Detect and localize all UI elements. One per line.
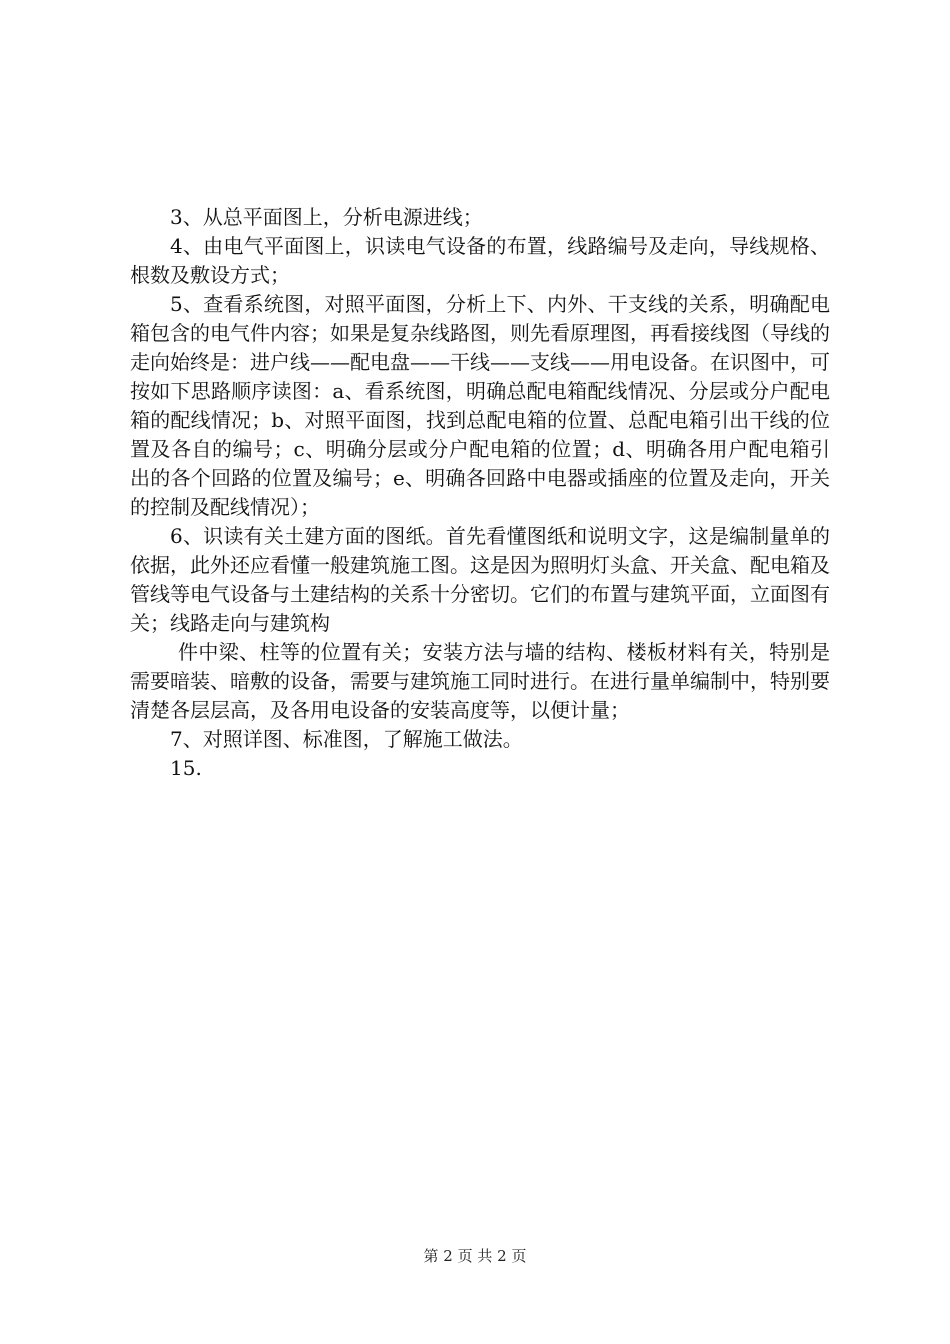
paragraph-6: 6、识读有关土建方面的图纸。首先看懂图纸和说明文字，这是编制量单的依据，此外还应看懂一般建筑施工图。这是因为照明灯头盒、开关盒、配电箱及管线等电气设备与土建结构的关系十分密切。它们的布置与建筑平面，立面图有关；线路走向与建筑构 [130,524,830,635]
page-footer: 第 2 页 共 2 页 [423,1247,527,1265]
paragraph-5: 5、查看系统图，对照平面图，分析上下、内外、干支线的关系，明确配电箱包含的电气件内容；如果是复杂线路图，则先看原理图，再看接线图（导线的走向始终是：进户线——配电盘——干线——支线——用电设备。在识图中，可按如下思路顺序读图：a、看系统图，明确总配电箱配线情况、分层或分户配电箱的配线情况；b、对照平面图，找到总配电箱的位置、总配电箱引出干线的位置及各自的编号；c、明确分层或分户配电箱的位置；d、明确各用户配电箱引出的各个回路的位置及编号；e、明确各回路中电器或插座的位置及走向，开关的控制及配线情况）； [130,292,830,519]
body-text [130,203,830,783]
section-number: 15. [170,756,202,780]
paragraph-3: 3、从总平面图上，分析电源进线； [170,205,483,229]
paragraph-4: 4、由电气平面图上，识读电气设备的布置，线路编号及走向，导线规格、根数及敷设方式； [130,234,830,287]
paragraph-7: 7、对照详图、标准图，了解施工做法。 [170,727,523,751]
paragraph-6-continued: 件中梁、柱等的位置有关；安装方法与墙的结构、楼板材料有关，特别是需要暗装、暗敷的设备，需要与建筑施工同时进行。在进行量单编制中，特别要清楚各层层高，及各用电设备的安装高度等，以便计量； [130,640,830,722]
